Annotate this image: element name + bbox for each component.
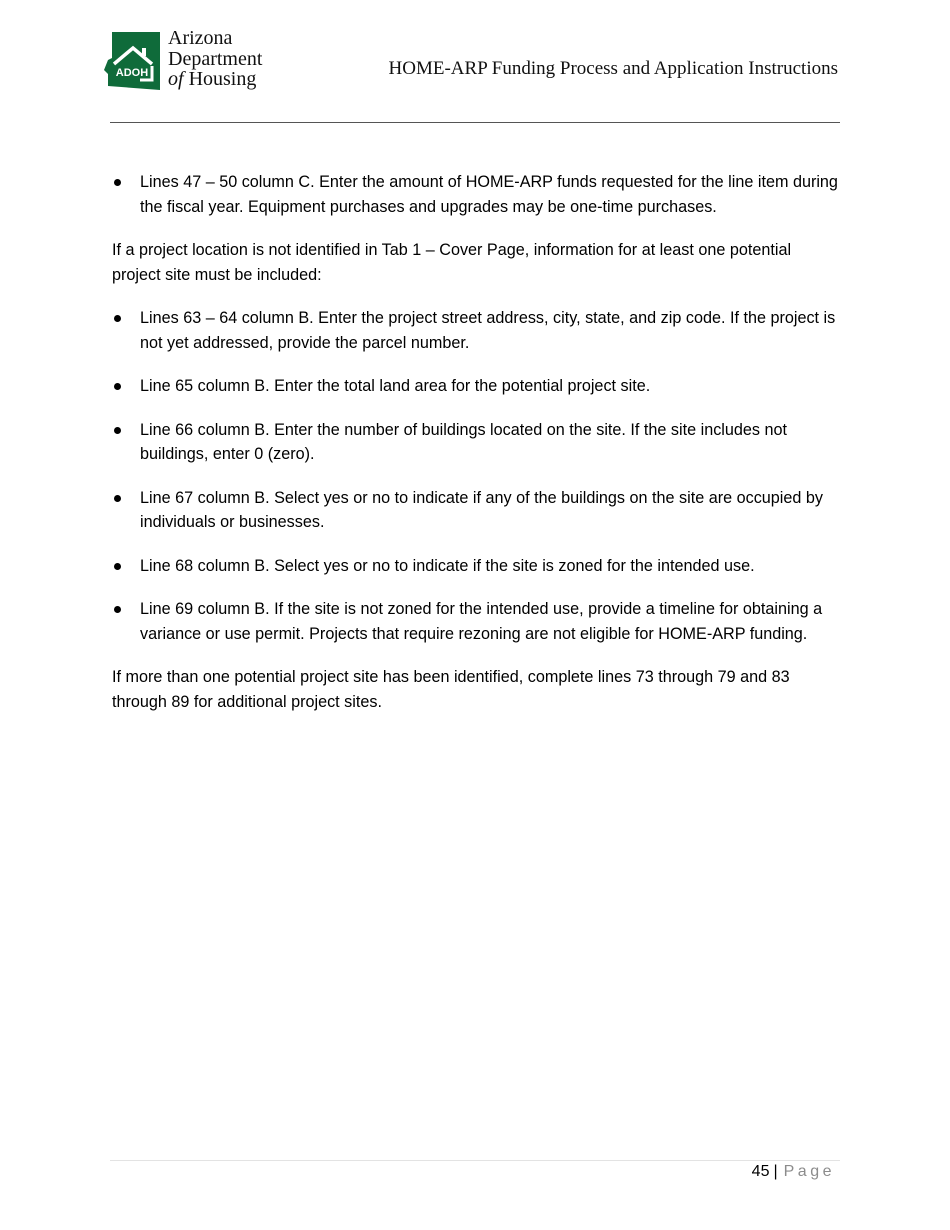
- bullet-icon: [114, 179, 121, 186]
- bullet-item: [112, 374, 840, 399]
- bullet-icon: [114, 606, 121, 613]
- bullet-icon: [114, 495, 121, 502]
- bullet-icon: [114, 563, 121, 570]
- bullet-item: [112, 554, 840, 579]
- logo-mark-text: ADOH: [115, 67, 149, 79]
- bullet-text: Line 66 column B. Enter the number of buildings located on the site. If the site includes not buildings, enter 0 (zero).: [140, 420, 787, 463]
- footer-divider: [110, 1160, 840, 1161]
- intro-paragraph: If a project location is not identified in Tab 1 – Cover Page, information for at least one potential project site must be included:: [112, 241, 792, 284]
- bullet-text: Line 68 column B. Select yes or no to indicate if the site is zoned for the intended use.: [140, 556, 755, 575]
- bullet-text: Lines 47 – 50 column C. Enter the amount of HOME-ARP funds requested for the line item during the fiscal year. Equipment purchases and upgrades may be one-time purchases.: [140, 173, 838, 216]
- bullet-text: Lines 63 – 64 column B. Enter the project street address, city, state, and zip code. If the project is not yet addressed, provide the parcel number.: [140, 309, 836, 352]
- page-footer: [752, 1163, 835, 1181]
- page-header: [0, 0, 950, 124]
- logo-wordmark: [168, 28, 262, 90]
- logo-line-arizona: Arizona: [168, 27, 233, 49]
- adoh-logo: [104, 28, 279, 94]
- page-label: Page: [783, 1163, 835, 1180]
- document-title: HOME-ARP Funding Process and Application Instructions: [388, 58, 838, 79]
- bullet-item: [112, 597, 840, 646]
- page-number: 45: [751, 1163, 770, 1180]
- bullet-icon: [114, 383, 121, 390]
- bullet-item: [112, 170, 840, 219]
- bullet-item: [112, 418, 840, 467]
- bullet-text: Line 65 column B. Enter the total land area for the potential project site.: [140, 377, 651, 395]
- page-content: [112, 170, 840, 733]
- closing-paragraph: If more than one potential project site has been identified, complete lines 73 through 79 and 83 through 89 for additional project sites.: [112, 668, 790, 711]
- bullet-icon: [114, 427, 121, 434]
- header-divider: [110, 122, 840, 123]
- bullet-item: [112, 306, 840, 355]
- bullet-text: Line 67 column B. Select yes or no to indicate if any of the buildings on the site are occupied by individuals or businesses.: [140, 488, 823, 531]
- logo-line-department: Department: [168, 47, 263, 70]
- adoh-logo-icon: [104, 30, 162, 90]
- bullet-item: [112, 486, 840, 535]
- logo-line-housing: [168, 69, 262, 90]
- logo-housing: Housing: [183, 68, 257, 90]
- bullet-icon: [114, 315, 121, 322]
- logo-of: of: [168, 68, 184, 90]
- bullet-text: Line 69 column B. If the site is not zoned for the intended use, provide a timeline for obtaining a variance or use permit. Projects that require rezoning are not eligible for HOME-ARP funding.: [140, 600, 823, 643]
- page-separator: |: [773, 1163, 778, 1180]
